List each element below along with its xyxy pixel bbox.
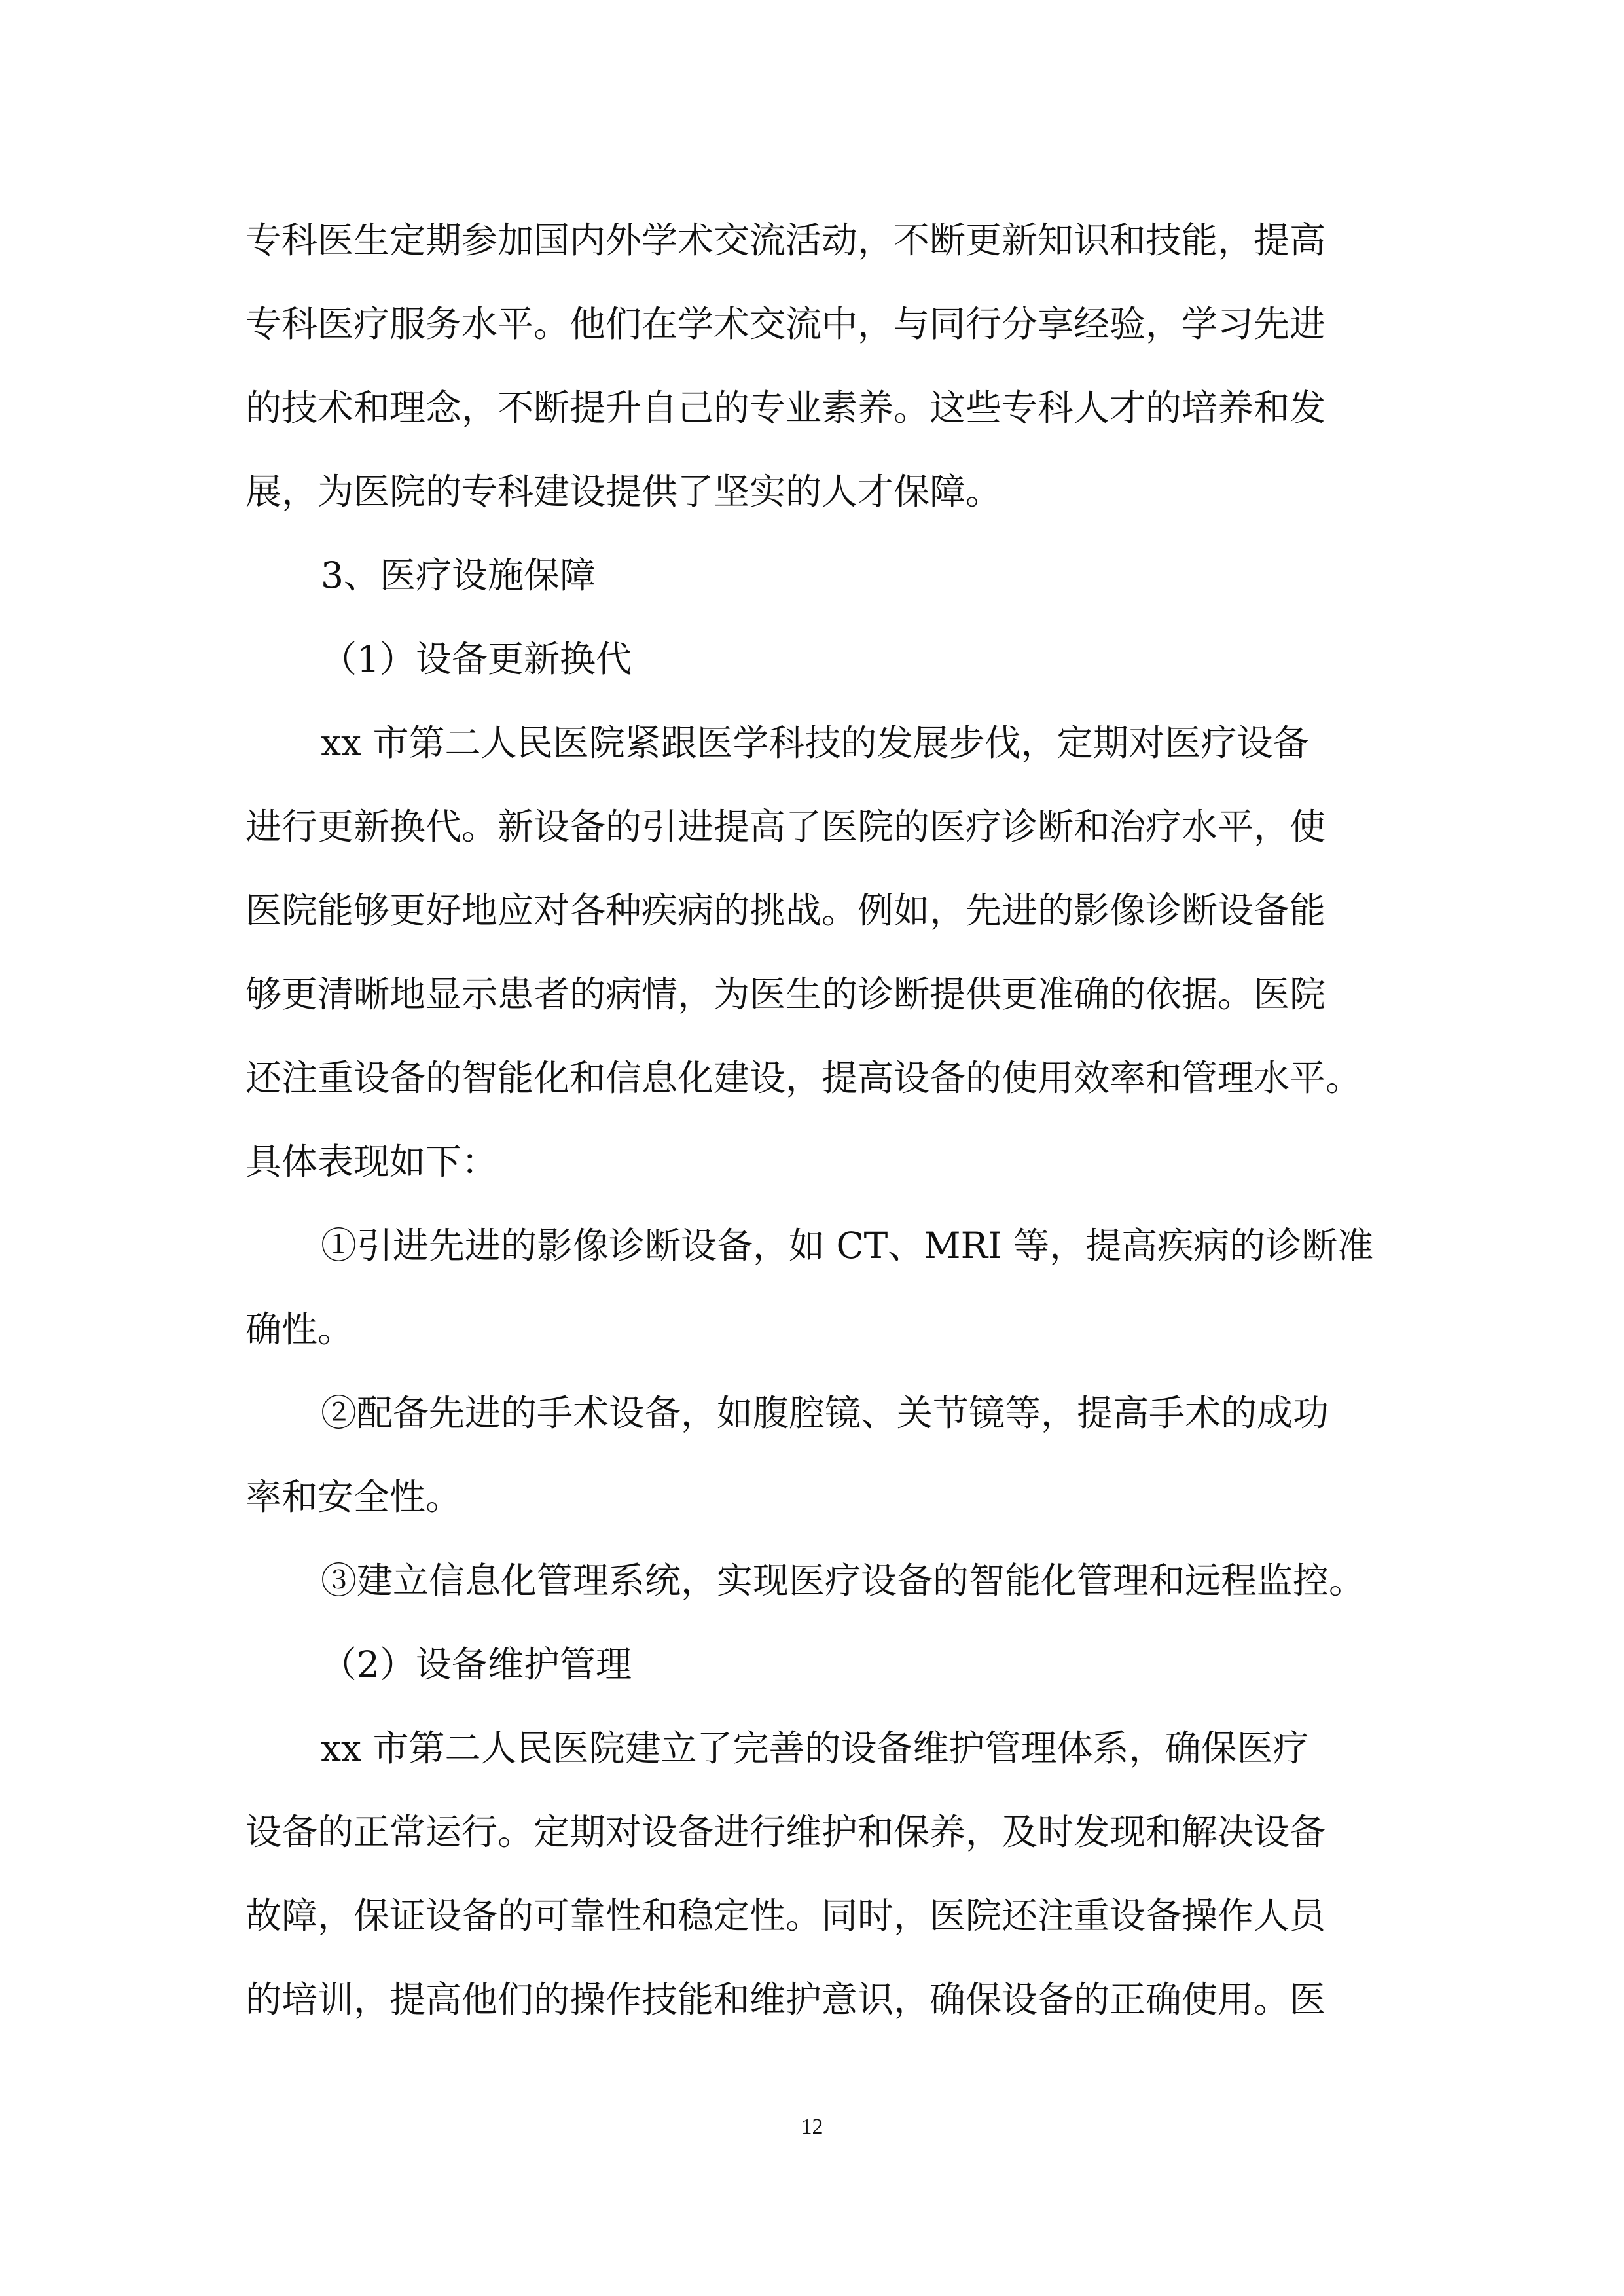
text-line: 专科医生定期参加国内外学术交流活动，不断更新知识和技能，提高: [245, 219, 1326, 261]
text-line: 够更清晰地显示患者的病情，为医生的诊断提供更准确的依据。医院: [245, 973, 1326, 1015]
text-line: 医院能够更好地应对各种疾病的挑战。例如，先进的影像诊断设备能: [245, 889, 1326, 931]
paragraph-start: xx 市第二人民医院建立了完善的设备维护管理体系，确保医疗: [321, 1727, 1309, 1769]
paragraph-start: xx 市第二人民医院紧跟医学科技的发展步伐，定期对医疗设备: [321, 722, 1309, 764]
text-line: 专科医疗服务水平。他们在学术交流中，与同行分享经验，学习先进: [245, 303, 1326, 345]
text-line: 进行更新换代。新设备的引进提高了医院的医疗诊断和治疗水平，使: [245, 806, 1326, 848]
text-line: 具体表现如下：: [245, 1141, 498, 1183]
text-line: 设备的正常运行。定期对设备进行维护和保养，及时发现和解决设备: [245, 1811, 1326, 1853]
text-line: 故障，保证设备的可靠性和稳定性。同时，医院还注重设备操作人员: [245, 1895, 1326, 1937]
text-line: 展，为医院的专科建设提供了坚实的人才保障。: [245, 471, 1002, 512]
section-heading: 3、医疗设施保障: [321, 554, 596, 596]
page-number: 12: [801, 2115, 823, 2139]
subsection-heading: （1）设备更新换代: [321, 638, 632, 680]
text-line: 还注重设备的智能化和信息化建设，提高设备的使用效率和管理水平。: [245, 1057, 1362, 1099]
text-line: 确性。: [245, 1308, 354, 1350]
text-line: 的培训，提高他们的操作技能和维护意识，确保设备的正确使用。医: [245, 1979, 1326, 2020]
text-line: 的技术和理念，不断提升自己的专业素养。这些专科人才的培养和发: [245, 387, 1326, 429]
list-item: ②配备先进的手术设备，如腹腔镜、关节镜等，提高手术的成功: [321, 1392, 1329, 1434]
list-item: ①引进先进的影像诊断设备，如 CT、MRI 等，提高疾病的诊断准: [321, 1225, 1374, 1266]
list-item: ③建立信息化管理系统，实现医疗设备的智能化管理和远程监控。: [321, 1560, 1365, 1602]
text-line: 率和安全性。: [245, 1476, 462, 1518]
subsection-heading: （2）设备维护管理: [321, 1643, 632, 1685]
